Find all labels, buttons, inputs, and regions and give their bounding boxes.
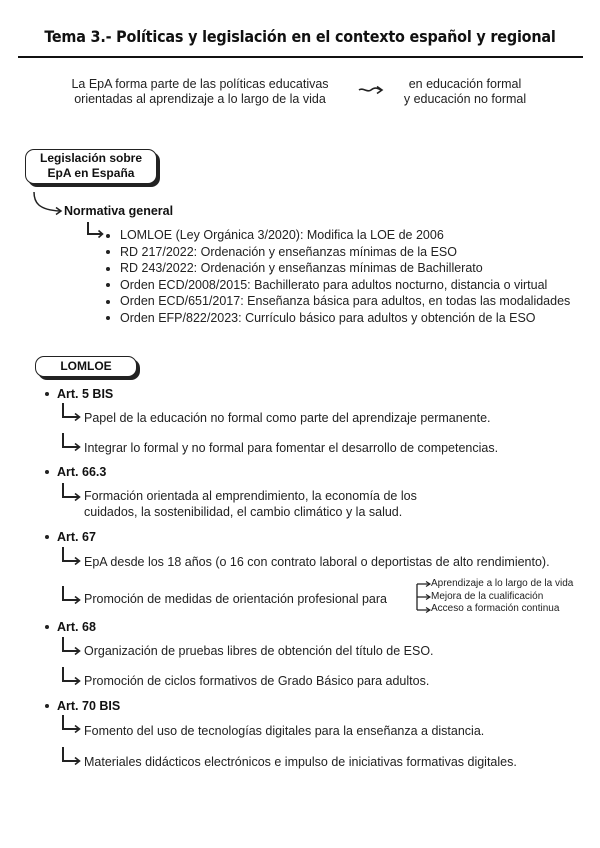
art-68-item: Organización de pruebas libres de obtención del título de ESO. <box>84 644 434 658</box>
hook-arrow-icon <box>60 666 82 686</box>
art-66-3-line2: cuidados, la sostenibilidad, el cambio climático y la salud. <box>84 505 403 519</box>
art-66-3-line1: Formación orientada al emprendimiento, la economía de los <box>84 489 417 503</box>
intro-left-line1: La EpA forma parte de las políticas educativas <box>71 77 329 91</box>
list-item: LOMLOE (Ley Orgánica 3/2020): Modifica la LOE de 2006 <box>106 227 570 244</box>
art-67-item: Promoción de medidas de orientación profesional para <box>84 592 387 606</box>
list-item: Orden EFP/822/2023: Currículo básico para adultos y obtención de la ESO <box>106 310 570 327</box>
hook-arrow-icon <box>60 546 82 566</box>
intro-left-line2: orientadas al aprendizaje a lo largo de la vida <box>74 92 326 106</box>
art-67-item: EpA desde los 18 años (o 16 con contrato laboral o deportistas de alto rendimiento). <box>84 555 550 569</box>
legislation-box-line2: EpA en España <box>47 166 135 180</box>
normativa-general-heading: Normativa general <box>64 204 174 218</box>
intro-arrow-icon <box>357 84 385 96</box>
list-item: Mejora de la cualificación <box>431 590 544 602</box>
hook-arrow-icon <box>86 221 106 239</box>
normativa-list <box>106 227 570 326</box>
art-66-3-heading: Art. 66.3 <box>45 465 106 479</box>
list-item: RD 243/2022: Ordenación y enseñanzas mínimas de Bachillerato <box>106 260 570 277</box>
art-67-sub-list <box>431 578 573 616</box>
page-title: Tema 3.- Políticas y legislación en el contexto español y regional <box>44 27 556 46</box>
hook-arrow-icon <box>60 714 82 734</box>
intro-left <box>40 77 360 107</box>
list-item: RD 217/2022: Ordenación y enseñanzas mínimas de la ESO <box>106 244 570 261</box>
list-item: Acceso a formación continua <box>431 603 560 614</box>
art-68-heading: Art. 68 <box>45 620 96 634</box>
list-item: Orden ECD/2008/2015: Bachillerato para adultos nocturno, distancia o virtual <box>106 277 570 294</box>
legislation-box-line1: Legislación sobre <box>39 151 143 165</box>
art-5-item: Integrar lo formal y no formal para fomentar el desarrollo de competencias. <box>84 441 499 455</box>
art-70-item: Materiales didácticos electrónicos e impulso de iniciativas formativas digitales. <box>84 755 517 769</box>
art-70-item: Fomento del uso de tecnologías digitales para la enseñanza a distancia. <box>84 724 485 738</box>
intro-right <box>390 77 540 107</box>
hook-arrow-icon <box>60 432 82 452</box>
intro-right-line2: y educación no formal <box>403 92 527 106</box>
hook-arrow-icon <box>60 402 82 422</box>
title-underline <box>18 56 583 58</box>
list-item: Orden ECD/651/2017: Enseñanza básica para adultos, en todas las modalidades <box>106 293 570 310</box>
curved-arrow-icon <box>30 192 66 218</box>
art-5-item: Papel de la educación no formal como parte del aprendizaje permanente. <box>84 411 491 425</box>
hook-arrow-icon <box>60 585 82 605</box>
lomloe-box: LOMLOE <box>35 356 137 377</box>
hook-arrow-icon <box>60 482 82 502</box>
list-item: Aprendizaje a lo largo de la vida <box>431 578 574 589</box>
art-68-item: Promoción de ciclos formativos de Grado Básico para adultos. <box>84 674 430 688</box>
legislation-box <box>25 149 157 184</box>
hook-arrow-icon <box>60 746 82 766</box>
intro-right-line1: en educación formal <box>408 77 522 91</box>
art-5-bis-heading: Art. 5 BIS <box>45 387 113 401</box>
art-67-heading: Art. 67 <box>45 530 96 544</box>
art-70-bis-heading: Art. 70 BIS <box>45 699 120 713</box>
art-66-3-item <box>84 488 417 520</box>
hook-arrow-icon <box>60 636 82 656</box>
